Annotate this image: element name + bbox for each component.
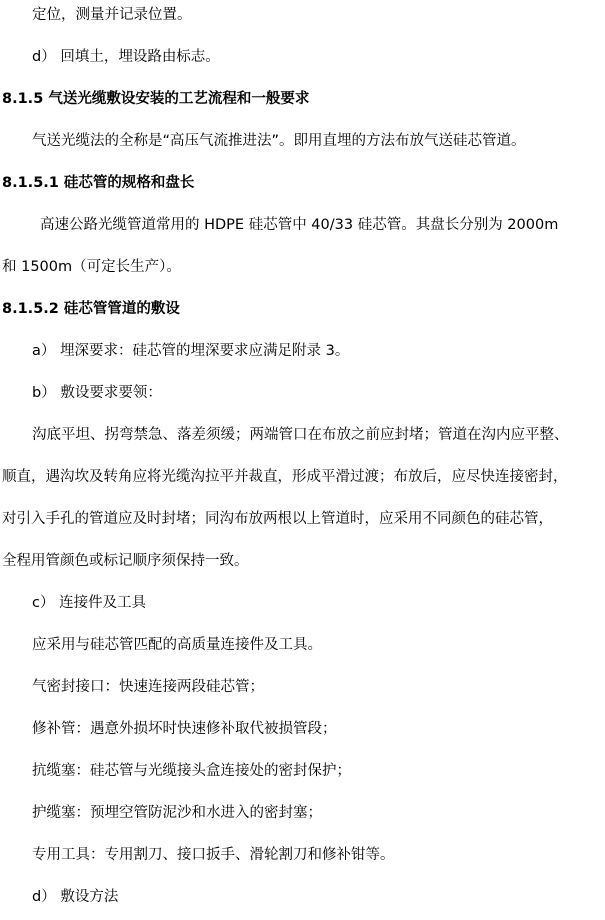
paragraph-line: 对引入手孔的管道应及时封堵；同沟布放两根以上管道时，应采用不同颜色的硅芯管， bbox=[2, 511, 553, 527]
list-entry: 气密封接口：快速连接两段硅芯管； bbox=[32, 679, 264, 695]
text-line: 定位，测量并记录位置。 bbox=[32, 7, 192, 23]
paragraph-line: 高速公路光缆管道常用的 HDPE 硅芯管中 40/33 硅芯管。其盘长分别为 2000m bbox=[40, 217, 559, 233]
section-heading-8-1-5-2: 8.1.5.2 硅芯管管道的敷设 bbox=[2, 301, 180, 317]
list-entry: 抗缆塞：硅芯管与光缆接头盒连接处的密封保护； bbox=[32, 763, 351, 779]
list-item-a: a） 埋深要求：硅芯管的埋深要求应满足附录 3。 bbox=[32, 343, 350, 359]
list-entry: 专用工具：专用割刀、接口扳手、滑轮割刀和修补钳等。 bbox=[32, 847, 395, 863]
list-item-c: c） 连接件及工具 bbox=[32, 595, 147, 611]
list-item-d: d） 回填土，埋设路由标志。 bbox=[32, 49, 220, 65]
paragraph-line: 全程用管颜色或标记顺序须保持一致。 bbox=[2, 553, 249, 569]
list-entry: 修补管：遇意外损坏时快速修补取代被损管段； bbox=[32, 721, 337, 737]
paragraph-line: 气送光缆法的全称是“高压气流推进法”。即用直埋的方法布放气送硅芯管道。 bbox=[32, 133, 526, 149]
paragraph-line: 顺直，遇沟坎及转角应将光缆沟拉平并裁直，形成平滑过渡；布放后，应尽快连接密封， bbox=[2, 469, 568, 485]
paragraph-line: 应采用与硅芯管匹配的高质量连接件及工具。 bbox=[32, 637, 322, 653]
section-heading-8-1-5-1: 8.1.5.1 硅芯管的规格和盘长 bbox=[2, 175, 195, 191]
paragraph-line: 和 1500m（可定长生产）。 bbox=[2, 259, 181, 275]
list-item-b: b） 敷设要求要领： bbox=[32, 385, 162, 401]
section-heading-8-1-5: 8.1.5 气送光缆敷设安装的工艺流程和一般要求 bbox=[2, 91, 310, 107]
paragraph-line: 沟底平坦、拐弯禁急、落差须缓；两端管口在布放之前应封堵；管道在沟内应平整、 bbox=[32, 427, 569, 443]
list-item-d-method: d） 敷设方法 bbox=[32, 889, 119, 905]
list-entry: 护缆塞：预埋空管防泥沙和水进入的密封塞； bbox=[32, 805, 322, 821]
